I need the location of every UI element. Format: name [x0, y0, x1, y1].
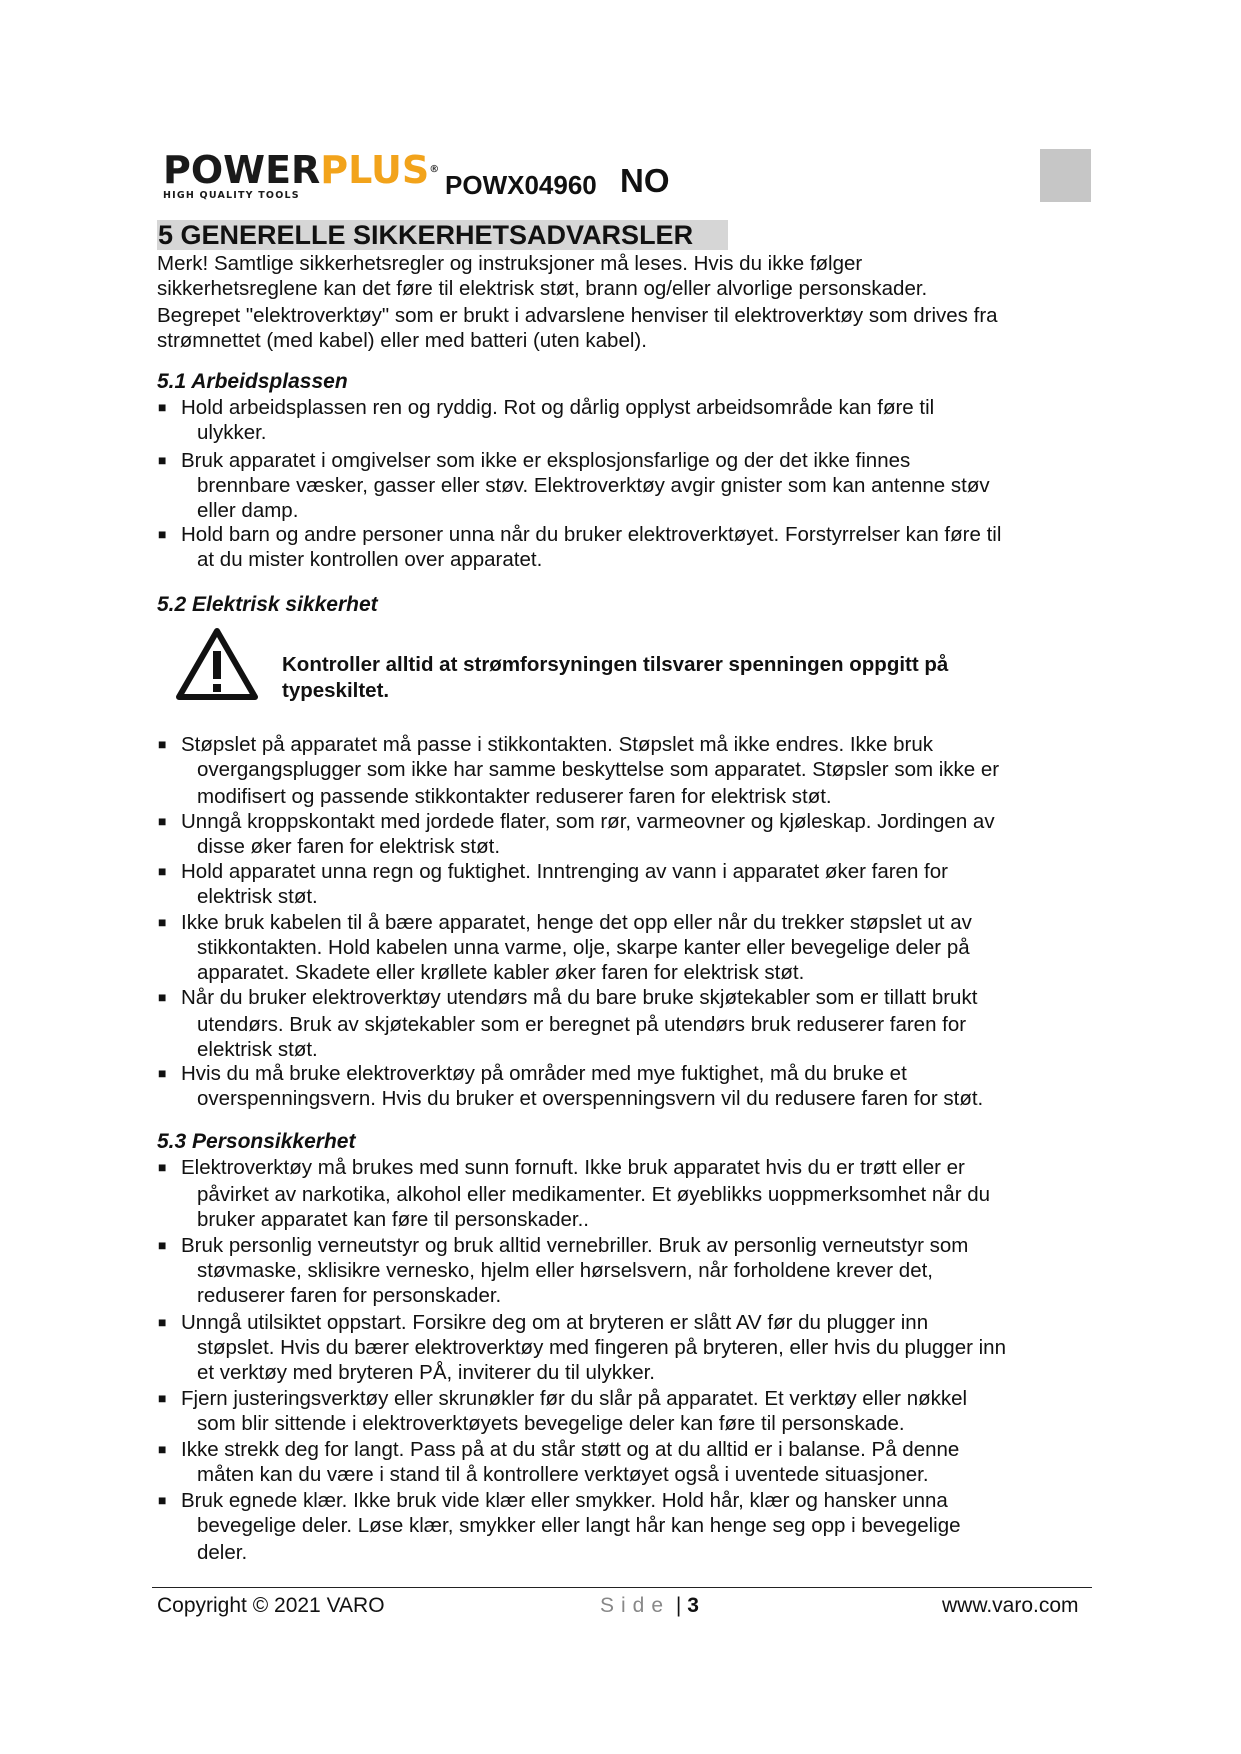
language-code: NO — [620, 162, 670, 199]
square-bullet-icon: ■ — [158, 452, 167, 468]
list-item: ■ Ikke bruk kabelen til å bære apparatet, henge det opp eller når du trekker støpslet ut av stikkontakten. Hold kabelen unna varme, olje, skarpe kanter eller bevegelige deler på apparatet. Skadete eller krøllete kabler øker faren for elektrisk støt. — [158, 911, 972, 984]
logo-power-text: POWER — [163, 148, 321, 192]
list-item: ■ Unngå utilsiktet oppstart. Forsikre deg om at bryteren er slått AV før du plugger inn støpslet. Hvis du bærer elektroverktøy med fingeren på bryteren, eller hvis du plugger inn et verktøy med bryteren PÅ, inviterer du til ulykker. — [158, 1311, 1006, 1384]
square-bullet-icon: ■ — [158, 989, 167, 1005]
footer-website: www.varo.com — [942, 1594, 1079, 1617]
page-label: Side — [600, 1594, 671, 1617]
square-bullet-icon: ■ — [158, 813, 167, 829]
logo-registered-mark: ® — [429, 164, 440, 175]
square-bullet-icon: ■ — [158, 526, 167, 542]
subsection-heading-5-2: 5.2 Elektrisk sikkerhet — [157, 593, 378, 616]
footer-page-indicator — [600, 1594, 699, 1618]
list-item: ■ Fjern justeringsverktøy eller skrunøkler før du slår på apparatet. Et verktøy eller nøkkel som blir sittende i elektroverktøyets bevegelige deler kan føre til personskade. — [158, 1387, 968, 1435]
list-item: ■ Hvis du må bruke elektroverktøy på områder med mye fuktighet, må du bruke et overspenningsvern. Hvis du bruker et overspenningsvern vil du redusere faren for støt. — [158, 1062, 984, 1110]
list-item: ■ Bruk egnede klær. Ikke bruk vide klær eller smykker. Hold hår, klær og hansker unna bevegelige deler. Løse klær, smykker eller langt hår kan henge seg opp i bevegelige deler. — [158, 1489, 961, 1564]
square-bullet-icon: ■ — [158, 1492, 167, 1508]
page-corner-marker — [1040, 149, 1091, 202]
square-bullet-icon: ■ — [158, 914, 167, 930]
square-bullet-icon: ■ — [158, 1314, 167, 1330]
warning-text: Kontroller alltid at strømforsyningen tilsvarer spenningen oppgitt på typeskiltet. — [282, 653, 949, 702]
intro-line-1: Merk! Samtlige sikkerhetsregler og instruksjoner må leses. Hvis du ikke følger — [157, 252, 863, 275]
page-number: 3 — [687, 1594, 699, 1617]
list-item: ■ Elektroverktøy må brukes med sunn fornuft. Ikke bruk apparatet hvis du er trøtt eller er påvirket av narkotika, alkohol eller medikamenter. Et øyeblikks uoppmerksomhet når du bruker apparatet kan føre til personskader.. — [158, 1156, 991, 1231]
model-number: POWX04960 — [445, 170, 597, 200]
footer-copyright: Copyright © 2021 VARO — [157, 1594, 385, 1617]
list-item: ■ Støpslet på apparatet må passe i stikkontakten. Støpslet må ikke endres. Ikke bruk overgangsplugger som ikke har samme beskyttelse som apparatet. Støpsler som ikke er modifisert og passende stikkontakter reduserer faren for elektrisk støt. — [158, 733, 1000, 808]
list-item: ■ Hold apparatet unna regn og fuktighet. Inntrenging av vann i apparatet øker faren for elektrisk støt. — [158, 860, 948, 908]
list-item: ■ Hold barn og andre personer unna når du bruker elektroverktøyet. Forstyrrelser kan føre til at du mister kontrollen over apparatet. — [158, 523, 1002, 571]
intro-line-2: sikkerhetsreglene kan det føre til elektrisk støt, brann og/eller alvorlige personskader. — [157, 277, 928, 300]
list-item: ■ Ikke strekk deg for langt. Pass på at du står støtt og at du alltid er i balanse. På denne måten kan du være i stand til å kontrollere verktøyet også i uventede situasjoner. — [158, 1438, 960, 1486]
square-bullet-icon: ■ — [158, 736, 167, 752]
list-item: ■ Når du bruker elektroverktøy utendørs må du bare bruke skjøtekabler som er tillatt brukt utendørs. Bruk av skjøtekabler som er beregnet på utendørs bruk reduserer faren for elektrisk støt. — [158, 986, 978, 1061]
subsection-heading-5-3: 5.3 Personsikkerhet — [157, 1130, 356, 1153]
subsection-heading-5-1: 5.1 Arbeidsplassen — [157, 370, 348, 393]
section-heading: 5 GENERELLE SIKKERHETSADVARSLER — [157, 220, 728, 250]
logo-tagline: HIGH QUALITY TOOLS — [163, 190, 300, 201]
square-bullet-icon: ■ — [158, 863, 167, 879]
powerplus-logo — [163, 148, 440, 201]
intro-line-3: Begrepet "elektroverktøy" som er brukt i advarslene henviser til elektroverktøy som drives fra — [157, 304, 998, 327]
warning-triangle-icon — [175, 627, 259, 701]
page-separator: | — [675, 1594, 682, 1617]
square-bullet-icon: ■ — [158, 1390, 167, 1406]
square-bullet-icon: ■ — [158, 1237, 167, 1253]
intro-line-4: strømnettet (med kabel) eller med batteri (uten kabel). — [157, 329, 647, 352]
list-item: ■ Unngå kroppskontakt med jordede flater, som rør, varmeovner og kjøleskap. Jordingen av disse øker faren for elektrisk støt. — [158, 810, 995, 858]
list-item: ■ Hold arbeidsplassen ren og ryddig. Rot og dårlig opplyst arbeidsområde kan føre til ulykker. — [158, 396, 935, 444]
list-item: ■ Bruk apparatet i omgivelser som ikke er eksplosjonsfarlige og der det ikke finnes brennbare væsker, gasser eller støv. Elektroverktøy avgir gnister som kan antenne støv eller damp. — [158, 449, 990, 522]
square-bullet-icon: ■ — [158, 1159, 167, 1175]
logo-plus-text: PLUS — [320, 148, 430, 192]
square-bullet-icon: ■ — [158, 1065, 167, 1081]
footer-divider — [152, 1587, 1092, 1588]
square-bullet-icon: ■ — [158, 399, 167, 415]
list-item: ■ Bruk personlig verneutstyr og bruk alltid vernebriller. Bruk av personlig verneutstyr som støvmaske, sklisikre vernesko, hjelm eller hørselsvern, når forholdene krever det, reduserer faren for personskader. — [158, 1234, 969, 1307]
square-bullet-icon: ■ — [158, 1441, 167, 1457]
